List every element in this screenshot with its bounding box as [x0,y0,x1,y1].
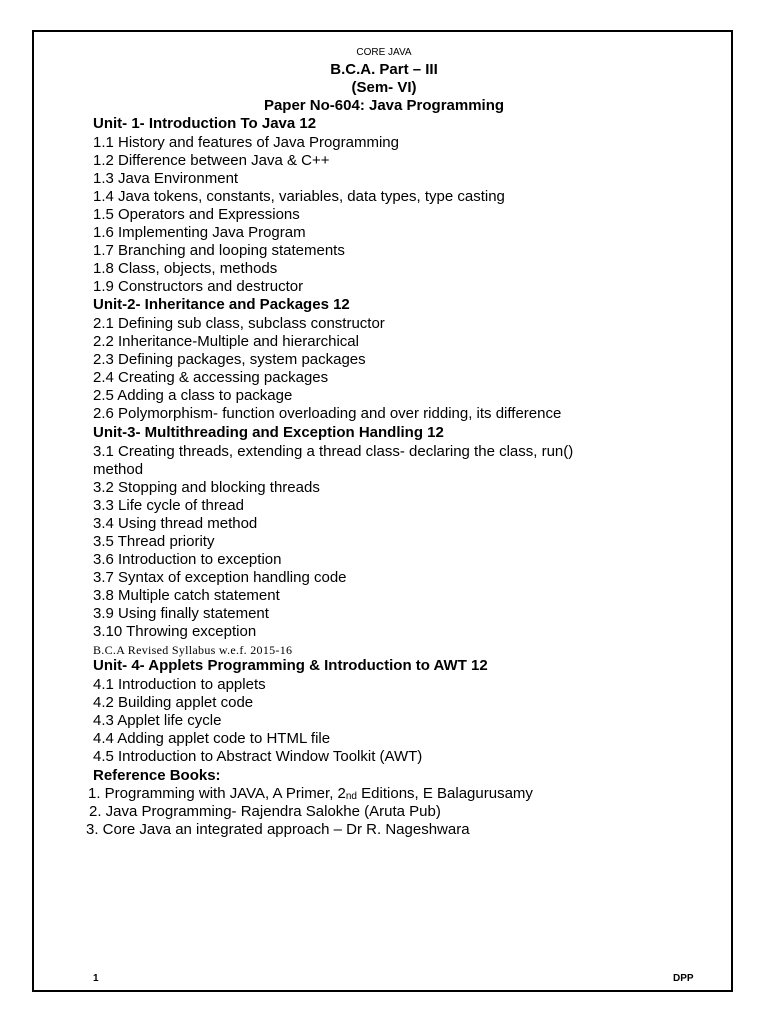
topic-3-10: 3.10 Throwing exception [93,623,257,640]
topic-4-1: 4.1 Introduction to applets [93,676,266,693]
topic-2-4: 2.4 Creating & accessing packages [93,369,329,386]
topic-4-2: 4.2 Building applet code [93,694,254,711]
topic-1-4: 1.4 Java tokens, constants, variables, data types, type casting [93,188,505,205]
reference-1-text: 1. Programming with JAVA, A Primer, 2 [88,785,346,802]
topic-1-3: 1.3 Java Environment [93,170,239,187]
reference-3: 3. Core Java an integrated approach – Dr R. Nageshwara [86,821,470,838]
topic-4-5: 4.5 Introduction to Abstract Window Toolkit (AWT) [93,748,423,765]
topic-1-7: 1.7 Branching and looping statements [93,242,345,259]
topic-1-8: 1.8 Class, objects, methods [93,260,278,277]
topic-4-4: 4.4 Adding applet code to HTML file [93,730,331,747]
topic-3-9: 3.9 Using finally statement [93,605,269,622]
reference-1-ordinal: nd [345,791,357,802]
topic-1-9: 1.9 Constructors and destructor [93,278,304,295]
references-title: Reference Books: [93,767,221,784]
syllabus-note: B.C.A Revised Syllabus w.e.f. 2015-16 [93,643,293,657]
semester: (Sem- VI) [351,79,417,96]
unit-3-title: Unit-3- Multithreading and Exception Handling 12 [93,424,444,441]
topic-2-5: 2.5 Adding a class to package [93,387,293,404]
topic-3-6: 3.6 Introduction to exception [93,551,282,568]
topic-4-3: 4.3 Applet life cycle [93,712,222,729]
topic-1-5: 1.5 Operators and Expressions [93,206,300,223]
reference-2: 2. Java Programming- Rajendra Salokhe (Aruta Pub) [89,803,441,820]
topic-2-6: 2.6 Polymorphism- function overloading and over ridding, its difference [93,405,562,422]
topic-3-1: 3.1 Creating threads, extending a thread class- declaring the class, run() [93,443,574,460]
topic-1-1: 1.1 History and features of Java Programming [93,134,399,151]
topic-3-5: 3.5 Thread priority [93,533,215,550]
topic-1-6: 1.6 Implementing Java Program [93,224,306,241]
topic-3-4: 3.4 Using thread method [93,515,258,532]
reference-1-text-end: Editions, E Balagurusamy [357,785,533,802]
topic-1-2: 1.2 Difference between Java & C++ [93,152,330,169]
page-number: 1 [93,973,99,984]
footer-initials: DPP [673,973,694,984]
unit-4-title: Unit- 4- Applets Programming & Introduction to AWT 12 [93,657,488,674]
unit-2-title: Unit-2- Inheritance and Packages 12 [93,296,350,313]
topic-2-1: 2.1 Defining sub class, subclass constructor [93,315,385,332]
topic-2-3: 2.3 Defining packages, system packages [93,351,366,368]
unit-1-title: Unit- 1- Introduction To Java 12 [93,115,317,132]
paper-title: Paper No-604: Java Programming [263,97,505,114]
topic-3-8: 3.8 Multiple catch statement [93,587,280,604]
topic-3-1-cont: method [93,461,144,478]
topic-2-2: 2.2 Inheritance-Multiple and hierarchical [93,333,359,350]
course-title: B.C.A. Part – III [330,61,438,78]
header-label: CORE JAVA [356,47,412,58]
topic-3-2: 3.2 Stopping and blocking threads [93,479,320,496]
topic-3-3: 3.3 Life cycle of thread [93,497,244,514]
topic-3-7: 3.7 Syntax of exception handling code [93,569,347,586]
